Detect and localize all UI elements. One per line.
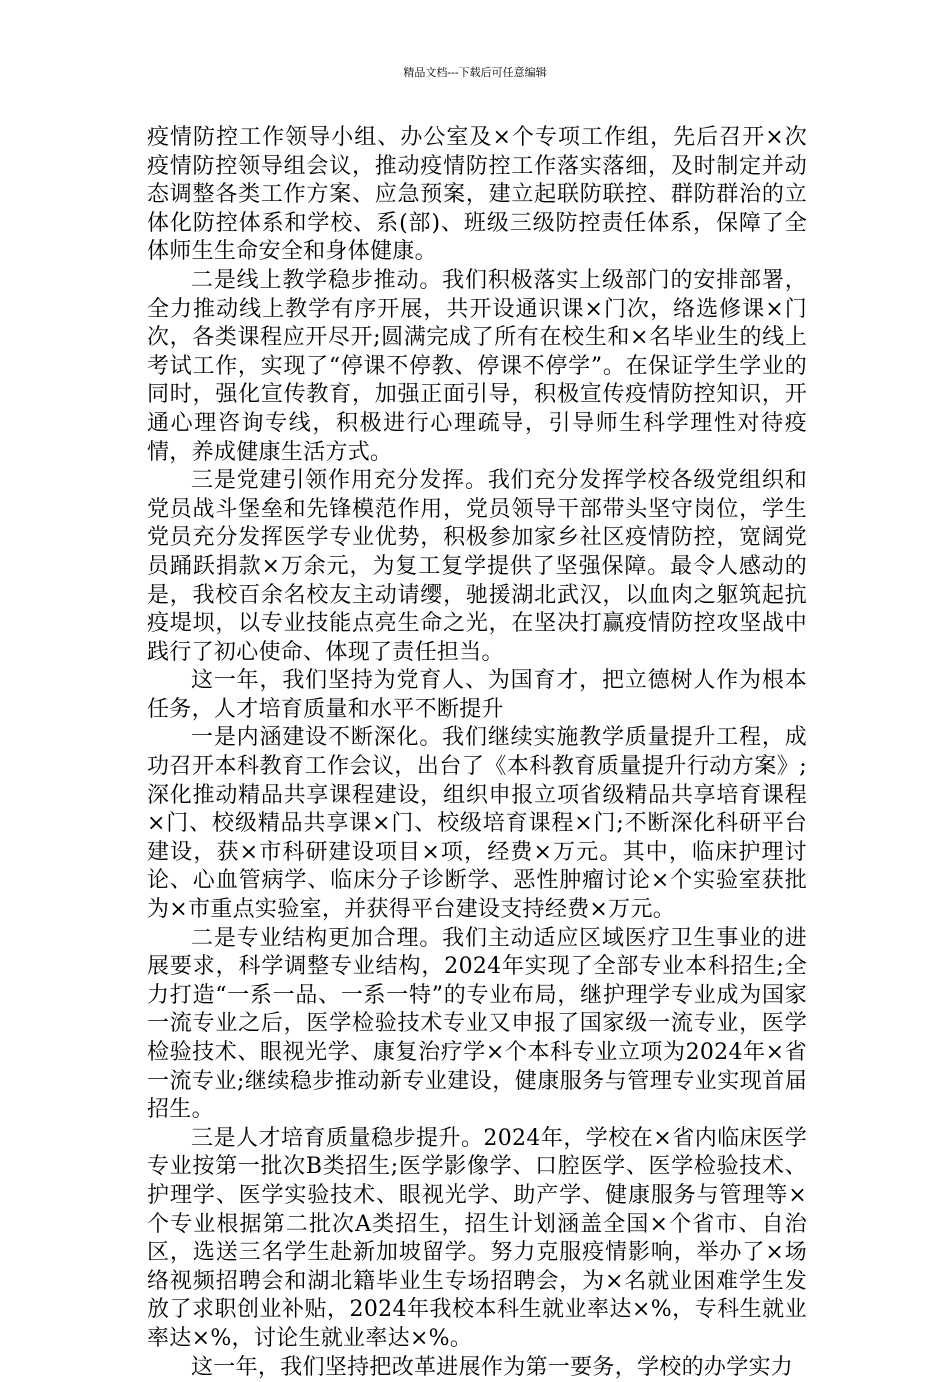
document-body (147, 124, 807, 1382)
paragraph-reform-intro: 这一年，我们坚持把改革进展作为第一要务，学校的办学实力 (191, 1354, 794, 1380)
paragraph-party-building: 三是党建引领作用充分发挥。我们充分发挥学校各级党组织和党员战斗堡垒和先锋模范作用，党员领导干部带头坚守岗位，学生党员充分发挥医学专业优势，积极参加家乡社区疫情防控，宽阔党员踊跃捐款×万余元，为复工复学提供了坚强保障。最令人感动的是，我校百余名校友主动请缨，驰援湖北武汉，以血肉之躯筑起抗疫堤坝，以专业技能点亮生命之光，在坚决打赢疫情防控攻坚战中践行了初心使命、体现了责任担当。 (147, 468, 807, 665)
paragraph-talent-quality: 三是人才培育质量稳步提升。2024年，学校在×省内临床医学专业按第一批次B类招生;医学影像学、口腔医学、医学检验技术、护理学、医学实验技术、眼视光学、助产学、健康服务与管理等×个专业根据第二批次A类招生，招生计划涵盖全国×个省市、自治区，选送三名学生赴新加坡留学。努力克服疫情影响，举办了×场络视频招聘会和湖北籍毕业生专场招聘会，为×名就业困难学生发放了求职创业补贴，2024年我校本科生就业率达×%，专科生就业率达×%，讨论生就业率达×%。 (147, 1125, 807, 1351)
paragraph-talent-cultivation-intro: 这一年，我们坚持为党育人、为国育才，把立德树人作为根本任务，人才培育质量和水平不断提升 (147, 668, 807, 722)
paragraph-continued: 疫情防控工作领导小组、办公室及×个专项工作组，先后召开×次疫情防控领导组会议，推动疫情防控工作落实落细，及时制定并动态调整各类工作方案、应急预案，建立起联防联控、群防群治的立体化防控体系和学校、系(部)、班级三级防控责任体系，保障了全体师生生命安全和身体健康。 (147, 125, 807, 265)
paragraph-major-structure: 二是专业结构更加合理。我们主动适应区域医疗卫生事业的进展要求，科学调整专业结构，2024年实现了全部专业本科招生;全力打造“一系一品、一系一特”的专业布局，继护理学专业成为国家一流专业之后，医学检验技术专业又申报了国家级一流专业，医学检验技术、眼视光学、康复治疗学×个本科专业立项为2024年×省一流专业;继续稳步推动新专业建设，健康服务与管理专业实现首届招生。 (147, 925, 807, 1123)
page-header: 精品文档---下载后可任意编辑 (403, 66, 547, 79)
paragraph-connotation-building: 一是内涵建设不断深化。我们继续实施教学质量提升工程，成功召开本科教育工作会议，出台了《本科教育质量提升行动方案》;深化推动精品共享课程建设，组织申报立项省级精品共享培育课程×门、校级精品共享课×门、校级培育课程×门;不断深化科研平台建设，获×市科研建设项目×项，经费×万元。其中，临床护理讨论、心血管病学、临床分子诊断学、恶性肿瘤讨论×个实验室获批为×市重点实验室，并获得平台建设支持经费×万元。 (147, 725, 807, 923)
paragraph-online-teaching: 二是线上教学稳步推动。我们积极落实上级部门的安排部署，全力推动线上教学有序开展，共开设通识课×门次，络选修课×门次，各类课程应开尽开;圆满完成了所有在校生和×名毕业生的线上考试工作，实现了“停课不停教、停课不停学”。在保证学生学业的同时，强化宣传教育，加强正面引导，积极宣传疫情防控知识，开通心理咨询专线，积极进行心理疏导，引导师生科学理性对待疫情，养成健康生活方式。 (147, 267, 807, 465)
